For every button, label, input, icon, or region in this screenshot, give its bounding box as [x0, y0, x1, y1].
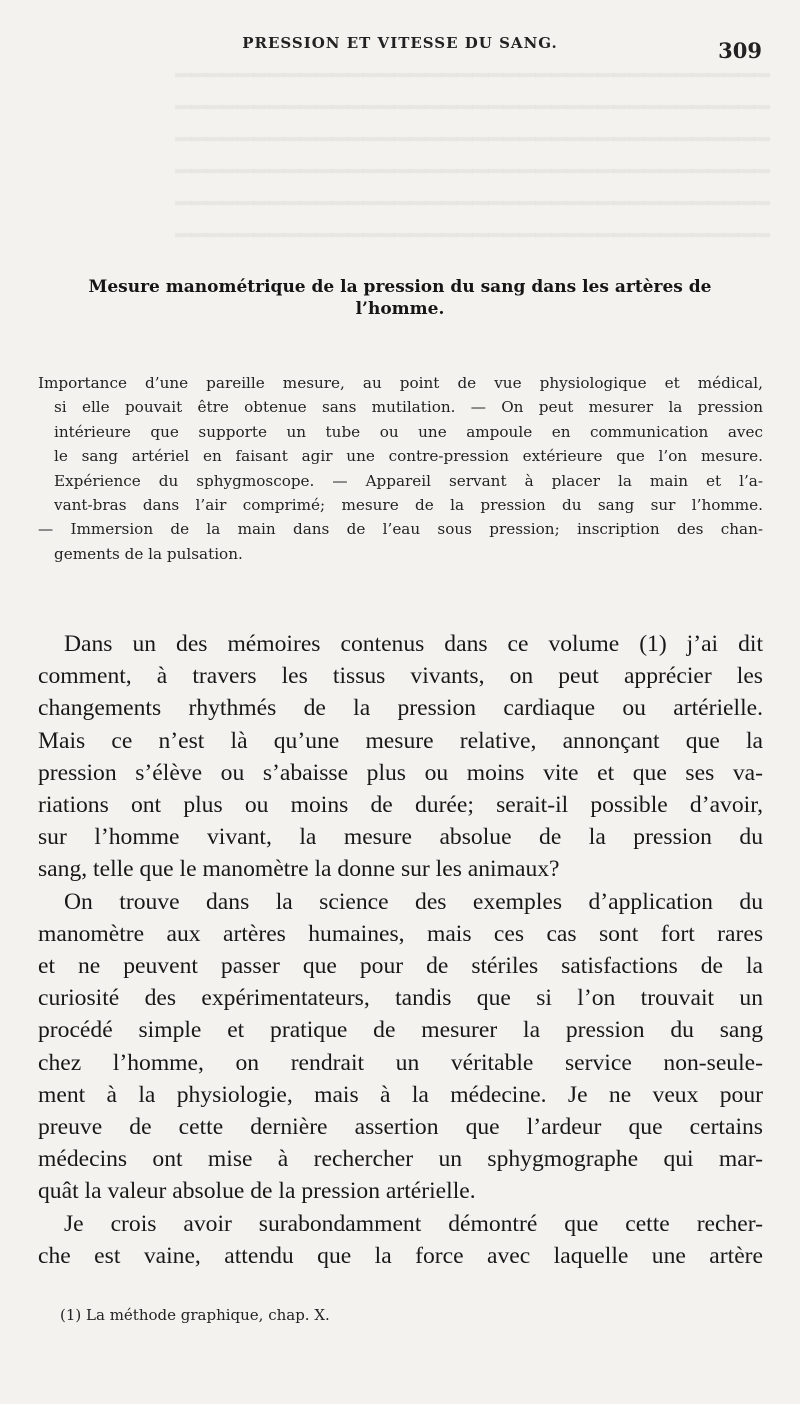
paragraph-3	[38, 1208, 763, 1272]
text-line: preuve de cette dernière assertion que l’ardeur que certains	[38, 1114, 763, 1141]
section-title-line-1: Mesure manométrique de la pression du sang dans les artères de	[88, 277, 712, 297]
text-line: riations ont plus ou moins de durée; serait-il possible d’avoir,	[38, 792, 763, 819]
text-line: comment, à travers les tissus vivants, on peut apprécier les	[38, 663, 763, 690]
summary-line: — Immersion de la main dans de l’eau sous pression; inscription des chan-	[38, 520, 763, 539]
text-line: procédé simple et pratique de mesurer la pression du sang	[38, 1017, 763, 1044]
running-head: PRESSION ET VITESSE DU SANG.	[242, 34, 558, 52]
text-line: Dans un des mémoires contenus dans ce volume (1) j’ai dit	[64, 631, 763, 657]
paragraph-1	[38, 628, 763, 886]
text-line: ment à la physiologie, mais à la médecine. Je ne veux pour	[38, 1081, 763, 1108]
section-title-line-2: l’homme.	[355, 299, 445, 319]
page-number: 309	[718, 38, 762, 63]
text-line: che est vaine, attendu que la force avec laquelle une artère	[38, 1242, 763, 1269]
summary-line: le sang artériel en faisant agir une contre-pression extérieure que l’on mesure.	[54, 447, 763, 466]
text-line: Mais ce n’est là qu’une mesure relative, annonçant que la	[38, 727, 763, 754]
text-line: sur l’homme vivant, la mesure absolue de la pression du	[38, 824, 763, 851]
summary-line: si elle pouvait être obtenue sans mutilation. — On peut mesurer la pression	[54, 398, 763, 417]
summary-line: Importance d’une pareille mesure, au point de vue physiologique et médical,	[38, 374, 763, 392]
summary-line: Expérience du sphygmoscope. — Appareil servant à placer la main et l’a-	[54, 471, 763, 490]
text-line: curiosité des expérimentateurs, tandis que si l’on trouvait un	[38, 985, 763, 1012]
paragraph-2	[38, 886, 763, 1208]
text-line: pression s’élève ou s’abaisse plus ou moins vite et que ses va-	[38, 759, 763, 786]
text-line: sang, telle que le manomètre la donne sur les animaux?	[38, 856, 560, 883]
footnote: (1) La méthode graphique, chap. X.	[60, 1306, 330, 1324]
bleed-through-texture: ━━━━━━━━━━━━━━━━━━━━━━━━━━━━━━━━━━━━━━ ━━━━━━━━━━━━━━━━━━━━━━━━━━━━━━━━━━━━━━ ━━━━━━━━━━━━━━━━━━━━━━━━━━━━━━━━━━━━━━ ━━━━━━━━━━━━━━━━━━━━━━━━━━━━━━━━━━━━━━ ━━━━━━━━━━━━━━━━━━━━━━━━━━━━━━━━━━━━━━ ━━━━━━━━━━━━━━━━━━━━━━━━━━━━━━━━━━━━━━	[175, 61, 770, 250]
text-line: chez l’homme, on rendrait un véritable service non-seule-	[38, 1049, 763, 1076]
summary-line: vant-bras dans l’air comprimé; mesure de la pression du sang sur l’homme.	[54, 496, 763, 515]
chapter-summary	[38, 371, 763, 566]
body-text	[38, 628, 763, 1272]
summary-line: intérieure que supporte un tube ou une ampoule en communication avec	[54, 422, 763, 441]
text-line: quât la valeur absolue de la pression artérielle.	[38, 1178, 476, 1205]
text-line: médecins ont mise à rechercher un sphygmographe qui mar-	[38, 1146, 763, 1173]
text-line: changements rhythmés de la pression cardiaque ou artérielle.	[38, 695, 763, 722]
section-title	[38, 276, 762, 320]
text-line: Je crois avoir surabondamment démontré que cette recher-	[64, 1210, 763, 1237]
summary-line: gements de la pulsation.	[54, 544, 243, 563]
text-line: et ne peuvent passer que pour de stériles satisfactions de la	[38, 953, 763, 980]
text-line: manomètre aux artères humaines, mais ces cas sont fort rares	[38, 920, 763, 947]
text-line: On trouve dans la science des exemples d’application du	[64, 888, 763, 915]
